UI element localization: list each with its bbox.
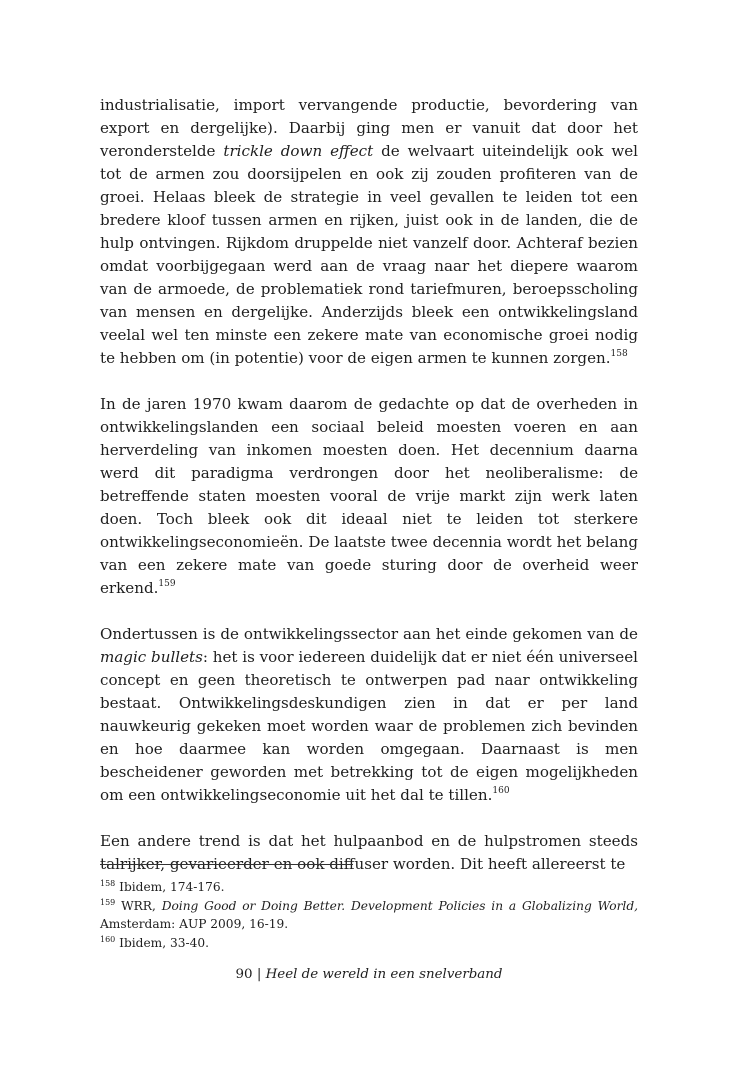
footnote-reference: 160 <box>492 785 510 796</box>
footnote-reference: 159 <box>158 578 176 589</box>
footnotes <box>100 878 638 952</box>
footnote-number: 158 <box>100 878 116 888</box>
footer-separator: | <box>252 967 266 982</box>
footnote <box>100 878 638 897</box>
book-title: Heel de wereld in een snelverband <box>265 967 503 982</box>
text-run: : het is voor iedereen duidelijk dat er niet één universeel concept en geen theoretisch te ontwerpen pad naar ontwikkeling bestaat. Ontwikkelingsdeskundigen zien in dat er per land nauwkeurig gekeken moet worden waar de problemen zich bevinden en hoe daarmee kan worden omgegaan. Daarnaast is men bescheidener geworden met betrekking tot de eigen mogelijkheden om een ontwikkelingseconomie uit het dal te tillen. <box>100 648 638 804</box>
paragraph <box>100 623 638 807</box>
text-run: In de jaren 1970 kwam daarom de gedachte op dat de overheden in ontwikkelingslanden een sociaal beleid moesten voeren en aan herverdeling van inkomen moesten doen. Het decennium daarna werd dit paradigma verdrongen door het neoliberalisme: de betreffende staten moesten vooral de vrije markt zijn werk laten doen. Toch bleek ook dit ideaal niet te leiden tot sterkere ontwikkelingseconomieën. De laatste twee decennia wordt het belang van een zekere mate van goede sturing door de overheid weer erkend. <box>100 395 638 597</box>
text-run: industrialisatie, import vervangende productie, bevordering van export en dergelijke). Daarbij ging men er vanuit dat door het veronderstelde <box>100 96 638 160</box>
italic-text: Doing Good or Doing Better. Development Policies in a Globalizing World, <box>161 898 639 913</box>
page-footer <box>0 965 738 985</box>
footnote <box>100 934 638 953</box>
footnote-number: 160 <box>100 934 116 944</box>
paragraph <box>100 393 638 600</box>
footnote-number: 159 <box>100 897 116 907</box>
text-run: Amsterdam: AUP 2009, 16-19. <box>100 917 289 931</box>
paragraph <box>100 94 638 370</box>
paragraph <box>100 830 638 876</box>
footnote <box>100 897 638 934</box>
text-run: Ibidem, 174-176. <box>119 880 225 894</box>
page-number: 90 <box>235 967 253 982</box>
text-run: Ondertussen is de ontwikkelingssector aan het einde gekomen van de <box>100 625 638 643</box>
italic-text: trickle down effect <box>223 142 374 160</box>
text-run: de welvaart uiteindelijk ook wel tot de armen zou doorsijpelen en ook zij zouden profiteren van de groei. Helaas bleek de strategie in veel gevallen te leiden tot een bredere kloof tussen armen en rijken, juist ook in de landen, die de hulp ontvingen. Rijkdom druppelde niet vanzelf door. Achteraf bezien omdat voorbijgegaan werd aan de vraag naar het diepere waarom van de armoede, de problematiek rond tariefmuren, beroepsscholing van mensen en dergelijke. Anderzijds bleek een ontwikkelingsland veelal wel ten minste een zekere mate van economische groei nodig te hebben om (in potentie) voor de eigen armen te kunnen zorgen. <box>100 142 639 367</box>
body-text <box>100 94 638 876</box>
text-run: Ibidem, 33-40. <box>119 935 209 950</box>
footnote-divider <box>100 864 353 865</box>
italic-text: magic bullets <box>100 648 203 666</box>
text-run: Een andere trend is dat het hulpaanbod en de hulpstromen steeds talrijker, gevarieerder en ook diffuser worden. Dit heeft allereerst te <box>100 832 638 873</box>
text-run: WRR, <box>121 898 162 913</box>
footnote-reference: 158 <box>610 348 628 359</box>
